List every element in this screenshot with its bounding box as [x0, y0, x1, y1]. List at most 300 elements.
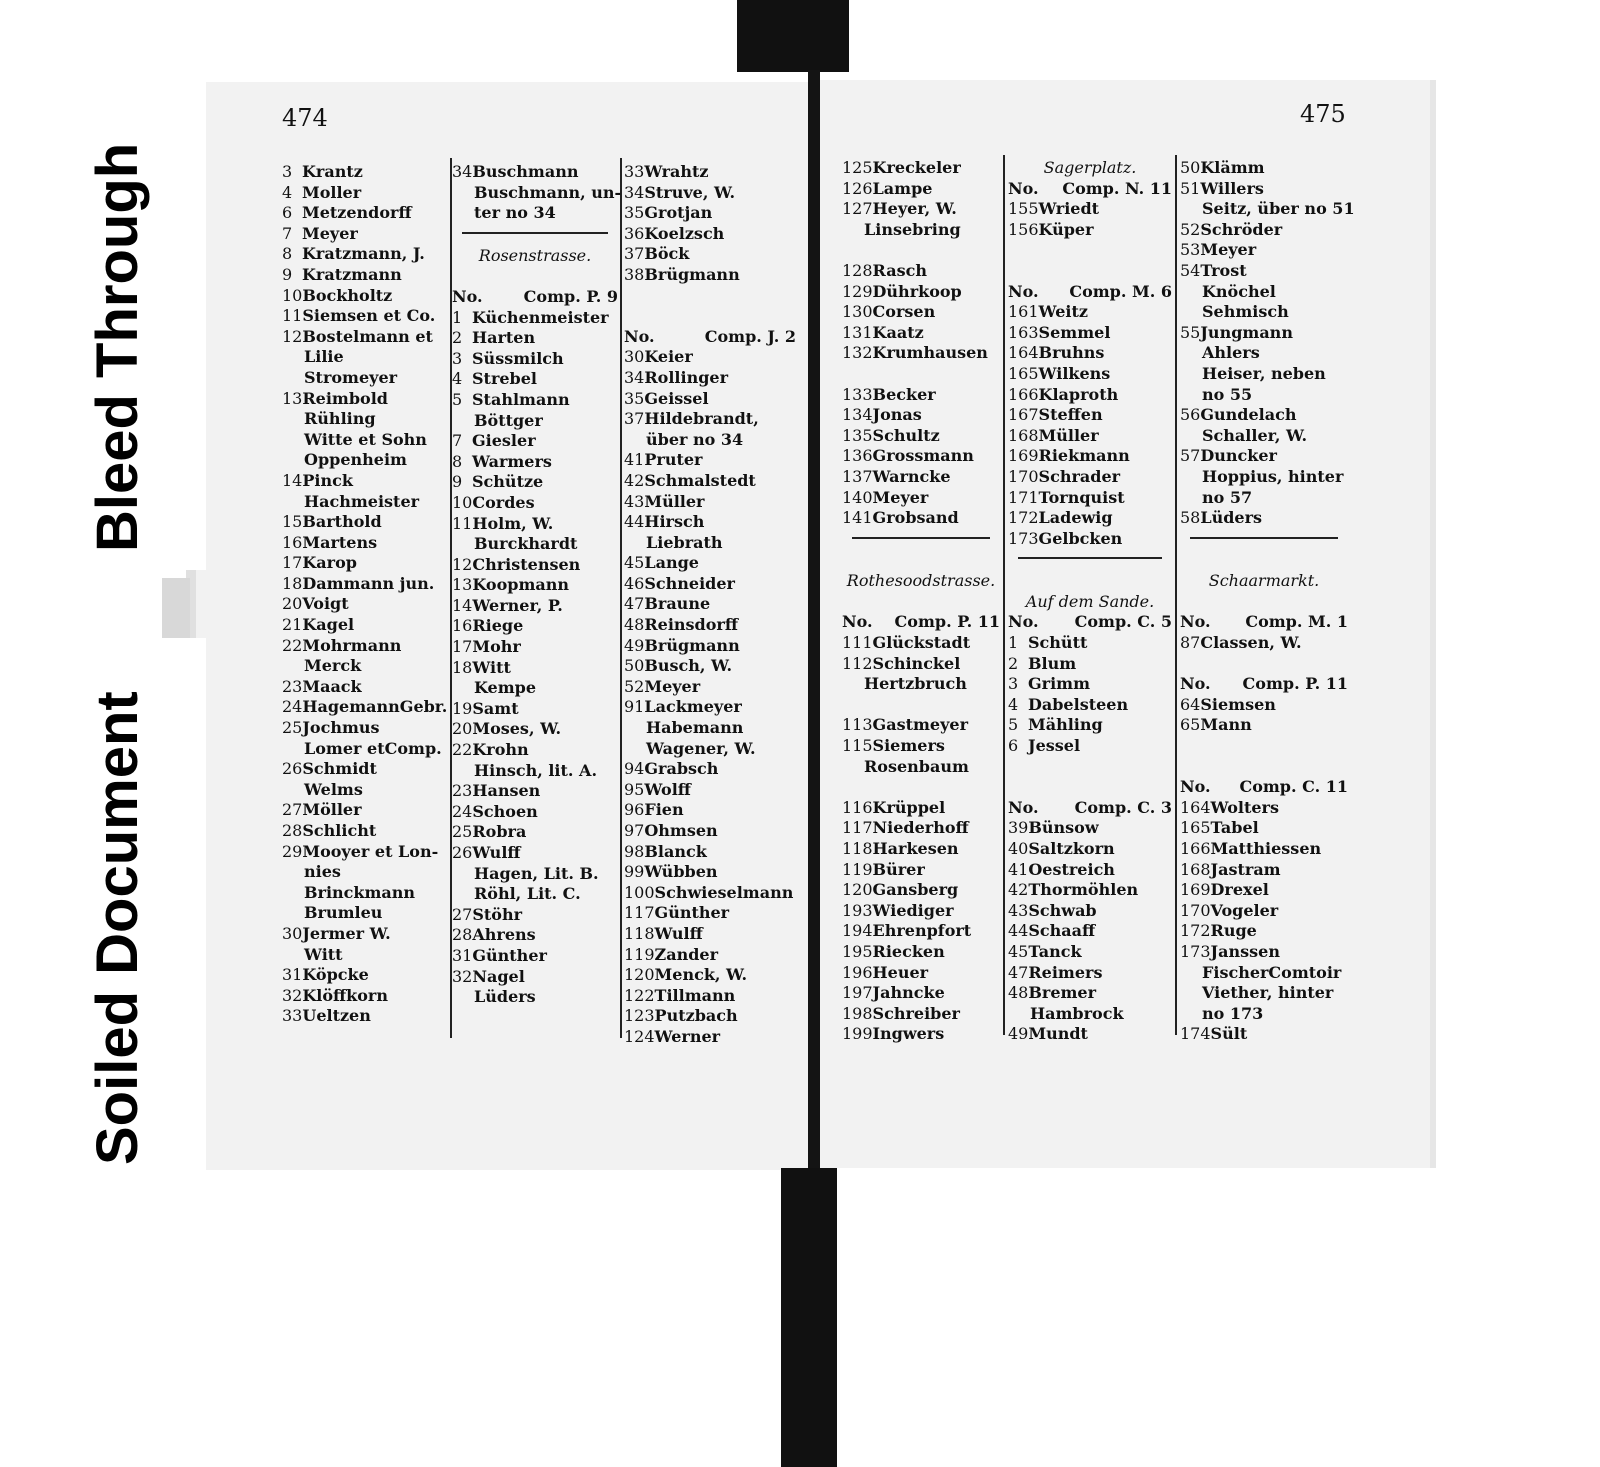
- resident-name: Harkesen: [872, 839, 959, 858]
- house-number: 45: [1008, 941, 1029, 961]
- resident-name: Lilie: [304, 347, 344, 367]
- house-number: 161: [1008, 302, 1039, 322]
- resident-name: Nagel: [472, 966, 525, 986]
- company-code: Comp. P. 9: [523, 286, 618, 306]
- resident-name: Bostelmann et: [302, 326, 433, 346]
- resident-name: Ahlers: [1202, 343, 1260, 363]
- list-item: [842, 508, 1000, 529]
- house-number: 99: [624, 862, 645, 882]
- house-number: 112: [842, 653, 873, 673]
- no-label: No.: [1008, 797, 1039, 817]
- no-label: No.: [1180, 612, 1211, 632]
- company-code: Comp. J. 2: [704, 326, 796, 346]
- resident-name: Tillmann: [654, 985, 736, 1005]
- resident-name: Riecken: [872, 941, 945, 961]
- resident-name: Klämm: [1200, 158, 1265, 177]
- house-number: 50: [1180, 158, 1201, 177]
- resident-name: Kaatz: [872, 322, 924, 342]
- house-number: 9: [452, 472, 463, 492]
- resident-name: Ohmsen: [644, 821, 718, 840]
- list-item: [282, 224, 450, 245]
- list-item: [1008, 674, 1172, 695]
- company-header: [1180, 674, 1348, 695]
- house-number: 7: [282, 223, 293, 243]
- list-item: [282, 244, 450, 265]
- resident-name: Warmers: [472, 451, 552, 471]
- list-item: [842, 158, 1000, 179]
- list-item: [624, 203, 796, 224]
- list-item: [452, 822, 618, 843]
- list-item: [282, 471, 450, 492]
- resident-name: Bürer: [872, 859, 925, 879]
- list-item: [452, 308, 618, 329]
- resident-name: Wilkens: [1038, 363, 1111, 383]
- house-number: 129: [842, 281, 873, 301]
- list-item: [1008, 199, 1172, 220]
- list-item: [1180, 158, 1348, 179]
- list-item: [842, 179, 1000, 200]
- resident-name: Kratzmann, J.: [302, 244, 425, 264]
- list-item: [624, 389, 796, 410]
- resident-name: Reinsdorff: [644, 615, 738, 635]
- resident-name: Hinsch, lit. A.: [474, 760, 598, 780]
- list-item: [1008, 921, 1172, 942]
- list-item: [842, 488, 1000, 509]
- resident-name: Hildebrandt,: [644, 409, 759, 429]
- resident-name: Müller: [644, 491, 705, 511]
- list-item: [1008, 839, 1172, 860]
- resident-name: Böttger: [474, 410, 543, 430]
- list-item: [1008, 529, 1172, 550]
- house-number: 21: [282, 615, 303, 635]
- house-number: 197: [842, 983, 873, 1003]
- list-item: [452, 843, 618, 864]
- resident-name: Mohr: [472, 637, 521, 657]
- resident-name: Grabsch: [644, 759, 719, 779]
- house-number: 24: [452, 801, 473, 821]
- resident-name: Möller: [302, 800, 362, 820]
- resident-name: Lüders: [1200, 508, 1263, 528]
- list-item: [1180, 199, 1355, 220]
- list-item: [1180, 343, 1348, 364]
- resident-name: no 55: [1202, 384, 1253, 404]
- resident-name: Schlicht: [302, 821, 377, 840]
- resident-name: Kreckeler: [872, 158, 961, 177]
- list-item: [842, 633, 1000, 654]
- spacer: [624, 286, 796, 307]
- house-number: 37: [624, 244, 645, 264]
- list-item: [624, 224, 796, 245]
- resident-name: Klaproth: [1038, 384, 1119, 404]
- resident-name: Cordes: [472, 492, 535, 512]
- resident-name: Krohn: [472, 740, 529, 760]
- resident-name: Wulff: [654, 923, 703, 943]
- house-number: 133: [842, 384, 873, 404]
- resident-name: Witte et Sohn: [304, 429, 427, 449]
- list-item: [1180, 983, 1348, 1004]
- list-item: [282, 615, 450, 636]
- house-number: 39: [1008, 818, 1029, 838]
- list-item: [1180, 715, 1348, 736]
- list-item: [1180, 179, 1348, 200]
- resident-name: Janssen: [1210, 941, 1280, 961]
- resident-name: Holm, W.: [472, 513, 554, 533]
- house-number: 117: [624, 903, 655, 923]
- house-number: 4: [1008, 694, 1019, 714]
- house-number: 55: [1180, 322, 1201, 342]
- house-number: 3: [282, 162, 293, 181]
- resident-name: Kratzmann: [302, 264, 402, 284]
- list-item: [282, 594, 450, 615]
- resident-name: Brumleu: [304, 903, 383, 923]
- resident-name: Schmalstedt: [644, 470, 756, 490]
- house-number: 35: [624, 203, 645, 223]
- house-number: 8: [282, 244, 293, 264]
- list-item: [452, 740, 618, 761]
- company-header: [842, 612, 1000, 633]
- list-item: [842, 757, 1000, 778]
- resident-name: Heiser, neben: [1202, 363, 1326, 383]
- resident-name: Meyer: [1200, 240, 1257, 260]
- resident-name: Lomer etComp.: [304, 738, 442, 758]
- resident-name: Metzendorff: [302, 203, 412, 223]
- resident-name: Siemers: [872, 736, 945, 756]
- resident-name: Blanck: [644, 841, 707, 861]
- street-heading: Schaarmarkt.: [1208, 571, 1320, 591]
- list-item: [1008, 901, 1172, 922]
- resident-name: Schultz: [872, 425, 940, 445]
- list-item: [842, 261, 1000, 282]
- list-item: [842, 220, 1000, 241]
- list-item: [282, 492, 450, 513]
- resident-name: Becker: [872, 384, 936, 404]
- resident-name: Mooyer et Lon-: [302, 841, 439, 861]
- list-item: [282, 430, 450, 451]
- spacer: [452, 266, 618, 287]
- resident-name: Wolff: [644, 779, 691, 799]
- spacer: [1008, 261, 1172, 282]
- list-item: [1008, 983, 1172, 1004]
- resident-name: Stromeyer: [304, 367, 398, 387]
- resident-name: Köpcke: [302, 965, 369, 985]
- resident-name: Mohrmann: [302, 635, 402, 655]
- house-number: 167: [1008, 405, 1039, 425]
- spacer: [1180, 757, 1348, 778]
- house-number: 22: [452, 740, 473, 760]
- resident-name: Burckhardt: [474, 534, 578, 554]
- spacer: [1180, 551, 1348, 572]
- house-number: 116: [842, 797, 873, 817]
- house-number: 13: [452, 575, 473, 595]
- house-number: 10: [452, 492, 473, 512]
- resident-name: Grobsand: [872, 508, 959, 528]
- list-item: [624, 553, 796, 574]
- resident-name: Brinckmann: [304, 882, 416, 902]
- list-item: [1008, 426, 1172, 447]
- resident-name: Wrahtz: [644, 162, 709, 181]
- house-number: 23: [282, 676, 303, 696]
- resident-name: Brügmann: [644, 264, 740, 284]
- list-item: [452, 596, 618, 617]
- list-item: [624, 697, 796, 718]
- house-number: 49: [624, 635, 645, 655]
- house-number: 10: [282, 285, 303, 305]
- list-item: [1180, 1004, 1348, 1025]
- list-item: [1008, 715, 1172, 736]
- list-item: [624, 677, 796, 698]
- resident-name: Schütt: [1028, 633, 1088, 653]
- list-item: [282, 945, 450, 966]
- list-item: [452, 987, 618, 1008]
- list-item: [842, 426, 1000, 447]
- house-number: 23: [452, 781, 473, 801]
- list-item: [452, 884, 618, 905]
- list-item: [282, 574, 450, 595]
- list-item: [1008, 323, 1172, 344]
- house-number: 11: [452, 513, 473, 533]
- house-number: 87: [1180, 633, 1201, 653]
- house-number: 198: [842, 1003, 873, 1023]
- list-item: [452, 369, 618, 390]
- resident-name: Tabel: [1210, 818, 1259, 838]
- resident-name: Martens: [302, 532, 378, 552]
- list-item: [452, 349, 618, 370]
- resident-name: Knöchel: [1202, 281, 1276, 301]
- resident-name: Gansberg: [872, 880, 959, 900]
- resident-name: über no 34: [646, 429, 744, 449]
- resident-name: Stöhr: [472, 904, 523, 924]
- house-number: 54: [1180, 260, 1201, 280]
- list-item: [624, 986, 796, 1007]
- house-number: 131: [842, 322, 873, 342]
- directory-column-6: [1180, 158, 1355, 1045]
- list-item: [624, 842, 796, 863]
- house-number: 136: [842, 446, 873, 466]
- resident-name: Corsen: [872, 302, 936, 322]
- company-header: [1008, 798, 1172, 819]
- resident-name: Krantz: [302, 162, 363, 181]
- house-number: 9: [282, 264, 293, 284]
- resident-name: Matthiessen: [1210, 839, 1322, 858]
- house-number: 24: [282, 697, 303, 717]
- house-number: 12: [452, 554, 473, 574]
- resident-name: Zander: [654, 944, 719, 964]
- list-item: [1180, 220, 1348, 241]
- house-number: 132: [842, 343, 873, 363]
- house-number: 25: [282, 718, 303, 738]
- list-item: [842, 302, 1000, 323]
- house-number: 20: [282, 594, 303, 614]
- house-number: 170: [1008, 466, 1039, 486]
- list-item: [282, 389, 450, 410]
- list-item: [624, 574, 796, 595]
- resident-name: Linsebring: [864, 219, 961, 239]
- spacer: [1180, 736, 1348, 757]
- house-number: 6: [282, 203, 293, 223]
- list-item: [452, 678, 618, 699]
- list-item: [842, 405, 1000, 426]
- house-number: 8: [452, 451, 463, 471]
- house-number: 41: [624, 450, 645, 470]
- resident-name: Hoppius, hinter: [1202, 466, 1344, 486]
- resident-name: Werner: [654, 1026, 721, 1046]
- resident-name: Koelzsch: [644, 223, 725, 243]
- list-item: [452, 203, 618, 224]
- resident-name: Mähling: [1028, 715, 1103, 735]
- house-number: 20: [452, 719, 473, 739]
- resident-name: Schinckel: [872, 653, 961, 673]
- house-number: 4: [452, 369, 463, 389]
- resident-name: Duncker: [1200, 446, 1277, 466]
- list-item: [624, 718, 796, 739]
- resident-name: Buschmann, un-: [474, 182, 622, 202]
- list-item: [1180, 839, 1348, 860]
- list-item: [624, 471, 796, 492]
- list-item: [1180, 282, 1348, 303]
- resident-name: Keier: [644, 347, 693, 367]
- list-item: [1008, 695, 1172, 716]
- house-number: 171: [1008, 487, 1039, 507]
- resident-name: Grimm: [1028, 674, 1091, 694]
- house-number: 46: [624, 573, 645, 593]
- list-item: [1180, 240, 1348, 261]
- house-number: 15: [282, 512, 303, 532]
- house-number: 64: [1180, 694, 1201, 714]
- house-number: 166: [1008, 384, 1039, 404]
- resident-name: Gelbcken: [1038, 528, 1123, 548]
- list-item: [1180, 323, 1348, 344]
- list-item: [282, 739, 450, 760]
- house-number: 29: [282, 841, 303, 861]
- house-number: 34: [624, 182, 645, 202]
- resident-name: Meyer: [644, 676, 701, 696]
- house-number: 199: [842, 1024, 873, 1044]
- resident-name: Steffen: [1038, 405, 1103, 425]
- resident-name: Hirsch: [644, 512, 705, 532]
- list-item: [452, 905, 618, 926]
- resident-name: Robra: [472, 822, 527, 842]
- list-item: [1008, 508, 1172, 529]
- list-item: [282, 327, 450, 348]
- company-header: [1008, 282, 1172, 303]
- house-number: 43: [624, 491, 645, 511]
- list-item: [282, 286, 450, 307]
- house-number: 94: [624, 759, 645, 779]
- company-code: Comp. C. 3: [1074, 797, 1172, 817]
- list-item: [1008, 1004, 1172, 1025]
- directory-column-2: [452, 162, 622, 1008]
- house-number: 16: [282, 532, 303, 552]
- house-number: 117: [842, 818, 873, 838]
- resident-name: Welms: [304, 779, 363, 799]
- house-number: 31: [452, 945, 473, 965]
- list-item: [624, 759, 796, 780]
- resident-name: ter no 34: [474, 203, 556, 223]
- house-number: 48: [624, 615, 645, 635]
- list-item: [452, 967, 618, 988]
- list-item: [282, 821, 450, 842]
- spacer: [1180, 592, 1348, 613]
- resident-name: Hagen, Lit. B.: [474, 863, 599, 883]
- list-item: [1008, 343, 1172, 364]
- house-number: 165: [1008, 363, 1039, 383]
- house-number: 96: [624, 800, 645, 820]
- soiled-document-label: Soiled Document: [85, 691, 150, 1165]
- resident-name: Weitz: [1038, 302, 1088, 322]
- resident-name: Merck: [304, 656, 362, 676]
- resident-name: Günther: [654, 903, 730, 923]
- street-heading: Sagerplatz.: [1043, 158, 1137, 177]
- column-rule: [1175, 155, 1177, 1035]
- list-item: [1180, 508, 1348, 529]
- list-item: [624, 265, 796, 286]
- list-item: [452, 699, 618, 720]
- house-number: 18: [452, 657, 473, 677]
- house-number: 119: [624, 944, 655, 964]
- list-item: [452, 575, 618, 596]
- resident-name: Klöffkorn: [302, 985, 388, 1005]
- list-item: [452, 472, 618, 493]
- resident-name: Röhl, Lit. C.: [474, 884, 581, 904]
- list-item: [452, 514, 618, 535]
- list-item: [282, 677, 450, 698]
- resident-name: Warncke: [872, 466, 951, 486]
- house-number: 126: [842, 178, 873, 198]
- house-number: 134: [842, 405, 873, 425]
- list-item: [842, 901, 1000, 922]
- list-item: [282, 842, 450, 863]
- company-code: Comp. P. 11: [894, 612, 1000, 632]
- resident-name: Ingwers: [872, 1024, 945, 1044]
- house-number: 196: [842, 962, 873, 982]
- resident-name: Wiediger: [872, 900, 954, 920]
- list-item: [624, 409, 796, 430]
- list-item: [452, 719, 618, 740]
- house-number: 58: [1180, 508, 1201, 528]
- binding-strap-bottom: [781, 1168, 837, 1467]
- company-code: Comp. M. 6: [1069, 281, 1172, 301]
- bleed-through-label: Bleed Through: [85, 142, 150, 552]
- resident-name: Wriedt: [1038, 199, 1100, 219]
- no-label: No.: [1180, 674, 1211, 694]
- company-code: Comp. N. 11: [1062, 178, 1172, 198]
- list-item: [1180, 426, 1348, 447]
- house-number: 193: [842, 900, 873, 920]
- resident-name: Riege: [472, 616, 524, 636]
- resident-name: Braune: [644, 594, 711, 614]
- house-number: 155: [1008, 199, 1039, 219]
- resident-name: Jastram: [1210, 859, 1281, 879]
- resident-name: Hansen: [472, 781, 541, 801]
- list-item: [624, 450, 796, 471]
- list-item: [1008, 963, 1172, 984]
- resident-name: Jonas: [872, 405, 922, 425]
- resident-name: Rasch: [872, 260, 927, 280]
- house-number: 48: [1008, 983, 1029, 1003]
- list-item: [452, 864, 618, 885]
- list-item: [1008, 488, 1172, 509]
- list-item: [624, 1027, 796, 1048]
- resident-name: Rollinger: [644, 367, 728, 387]
- directory-column-1: [282, 162, 450, 1027]
- list-item: [1008, 860, 1172, 881]
- list-item: [1180, 860, 1348, 881]
- house-number: 47: [624, 594, 645, 614]
- house-number: 5: [452, 389, 463, 409]
- list-item: [842, 1004, 1000, 1025]
- house-number: 164: [1008, 343, 1039, 363]
- list-item: [1180, 818, 1348, 839]
